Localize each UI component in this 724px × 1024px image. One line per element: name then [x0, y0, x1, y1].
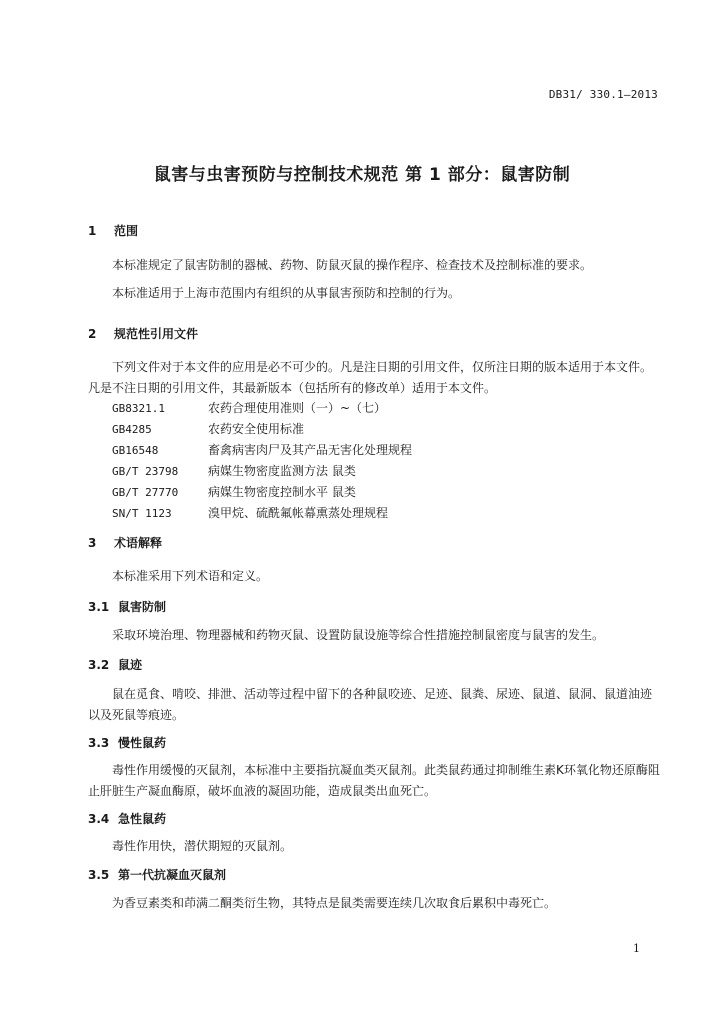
paragraph	[88, 566, 660, 587]
section-heading-3	[88, 534, 162, 551]
page-number: 1	[633, 942, 640, 955]
paragraph-text: 毒性作用缓慢的灭鼠剂，本标准中主要指抗凝血类灭鼠剂。此类鼠药通过抑制维生素K环氧化物还原酶阻止肝脏生产凝血酶原，破坏血液的凝固功能，造成鼠类出血死亡。	[88, 763, 660, 798]
reference-item	[112, 461, 412, 482]
term-number: 3.3	[88, 736, 110, 750]
paragraph	[88, 283, 660, 304]
section-number: 3	[88, 536, 97, 550]
term-definition	[88, 684, 660, 726]
reference-code: GB/T 27770	[112, 486, 179, 499]
section-heading-2	[88, 325, 198, 342]
term-number: 3.1	[88, 600, 110, 614]
reference-name: 农药合理使用准则（一）~（七）	[208, 401, 387, 415]
term-heading-3-1	[88, 598, 166, 615]
term-definition	[88, 836, 660, 857]
reference-name: 溴甲烷、硫酰氟帐幕熏蒸处理规程	[208, 506, 389, 520]
paragraph-text: 鼠在觅食、啃咬、排泄、活动等过程中留下的各种鼠咬迹、足迹、鼠粪、尿迹、鼠道、鼠洞、鼠道油迹以及死鼠等痕迹。	[88, 687, 653, 722]
reference-code: GB16548	[112, 444, 159, 457]
term-definition	[88, 760, 660, 802]
section-title: 范围	[114, 224, 139, 238]
reference-code: GB4285	[112, 423, 152, 436]
section-title: 规范性引用文件	[114, 327, 199, 341]
term-title: 急性鼠药	[118, 812, 167, 826]
section-title: 术语解释	[114, 536, 163, 550]
reference-item	[112, 398, 412, 419]
reference-code: GB8321.1	[112, 402, 165, 415]
reference-item	[112, 419, 412, 440]
term-number: 3.2	[88, 658, 110, 672]
paragraph-text: 下列文件对于本文件的应用是必不可少的。凡是注日期的引用文件，仅所注日期的版本适用于本文件。凡是不注日期的引用文件，其最新版本（包括所有的修改单）适用于本文件。	[88, 360, 653, 395]
section-number: 2	[88, 327, 97, 341]
term-title: 慢性鼠药	[118, 736, 167, 750]
term-title: 鼠害防制	[118, 600, 167, 614]
term-number: 3.4	[88, 812, 110, 826]
reference-name: 病媒生物密度监测方法 鼠类	[208, 464, 356, 478]
paragraph-text: 采取环境治理、物理器械和药物灭鼠、设置防鼠设施等综合性措施控制鼠密度与鼠害的发生。	[112, 628, 605, 642]
reference-item	[112, 503, 412, 524]
paragraph-text: 本标准适用于上海市范围内有组织的从事鼠害预防和控制的行为。	[112, 286, 461, 300]
paragraph-text: 本标准采用下列术语和定义。	[112, 569, 269, 583]
term-heading-3-3	[88, 734, 166, 751]
term-definition	[88, 625, 660, 646]
term-definition	[88, 893, 660, 914]
section-number: 1	[88, 224, 97, 238]
reference-item	[112, 482, 412, 503]
reference-list	[112, 398, 412, 524]
reference-code: SN/T 1123	[112, 507, 172, 520]
paragraph-text: 本标准规定了鼠害防制的器械、药物、防鼠灭鼠的操作程序、检查技术及控制标准的要求。	[112, 258, 593, 272]
term-number: 3.5	[88, 868, 110, 882]
reference-name: 农药安全使用标准	[208, 422, 305, 436]
reference-name: 畜禽病害肉尸及其产品无害化处理规程	[208, 443, 413, 457]
paragraph-text: 为香豆素类和茚满二酮类衍生物，其特点是鼠类需要连续几次取食后累积中毒死亡。	[112, 896, 557, 910]
reference-item	[112, 440, 412, 461]
document-title: 鼠害与虫害预防与控制技术规范 第 1 部分：鼠害防制	[153, 165, 571, 185]
term-heading-3-5	[88, 866, 226, 883]
paragraph	[88, 357, 660, 399]
reference-code: GB/T 23798	[112, 465, 179, 478]
reference-name: 病媒生物密度控制水平 鼠类	[208, 485, 356, 499]
section-heading-1	[88, 222, 138, 239]
term-title: 鼠迹	[118, 658, 143, 672]
paragraph	[88, 255, 660, 276]
term-title: 第一代抗凝血灭鼠剂	[118, 868, 227, 882]
term-heading-3-2	[88, 656, 142, 673]
document-code: DB31/ 330.1—2013	[548, 88, 658, 101]
paragraph-text: 毒性作用快，潜伏期短的灭鼠剂。	[112, 839, 293, 853]
term-heading-3-4	[88, 810, 166, 827]
